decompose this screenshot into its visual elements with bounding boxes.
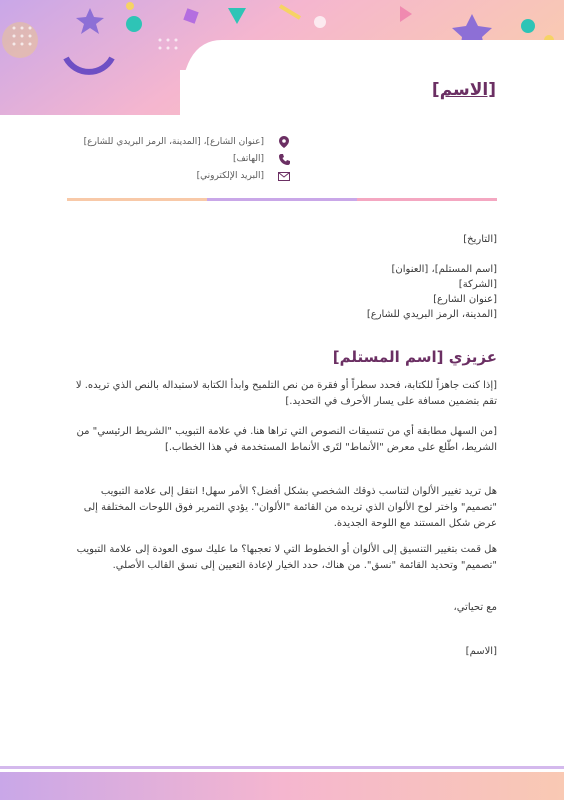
greeting: عزيزي [اسم المستلم] bbox=[332, 348, 497, 366]
phone-icon bbox=[278, 153, 290, 165]
letter-date: [التاريخ] bbox=[463, 234, 497, 245]
header-divider bbox=[67, 186, 497, 189]
body-paragraph: [إذا كنت جاهزاً للكتابة، فحدد سطراً أو فقرة من نص التلميح وابدأ الكتابة لاستبداله بالنص الذي تريده. لا تقم بتضمين مسافة على يسار الأحرف في التحديد.] bbox=[75, 380, 497, 407]
contact-email-row bbox=[197, 170, 290, 182]
signature: [الاسم] bbox=[465, 646, 497, 657]
sender-name: [الاسم] bbox=[431, 80, 496, 100]
recipient-line: [المدينة، الرمز البريدي للشارع] bbox=[366, 309, 497, 320]
recipient-line: [الشركة] bbox=[458, 279, 497, 290]
contact-email: [البريد الإلكتروني] bbox=[196, 171, 264, 181]
body-paragraph: هل تريد تغيير الألوان لتناسب ذوقك الشخصي بشكل أفضل؟ الأمر سهل! انتقل إلى علامة التبويب "تصميم" واختر لوح الألوان الذي تريده من القائمة "الألوان". يؤدي التمرير فوق اللوحات المختلفة إلى عرض شكل المستند مع اللوحة الجديدة. bbox=[83, 486, 497, 529]
location-pin-icon bbox=[278, 136, 290, 148]
recipient-line: [عنوان الشارع] bbox=[433, 294, 497, 305]
envelope-icon bbox=[278, 170, 290, 182]
body-paragraph: [من السهل مطابقة أي من تنسيقات النصوص التي تراها هنا. في علامة التبويب "الشريط الرئيسي" من الشريط، اطّلع على معرض "الأنماط" لتَرى الأنماط المستخدمة في هذا الخطاب.] bbox=[76, 426, 497, 453]
recipient-block bbox=[67, 262, 497, 322]
closing: مع تحياتي، bbox=[453, 602, 497, 613]
footer-decoration bbox=[0, 766, 564, 800]
contact-address: [عنوان الشارع]، [المدينة، الرمز البريدي للشارع] bbox=[83, 137, 264, 147]
contact-address-row bbox=[84, 136, 290, 148]
body-paragraph: هل قمت بتغيير التنسيق إلى الألوان أو الخطوط التي لا تعجبها؟ ما عليك سوى العودة إلى علامة التبويب "تصميم" وتحديد القائمة "نسق". من هناك، حدد الخيار لإعادة التعيين إلى نسق القالب الأصلي. bbox=[76, 544, 497, 571]
contact-phone: [الهاتف] bbox=[233, 154, 264, 164]
contact-phone-row bbox=[233, 153, 290, 165]
recipient-line: [اسم المستلم]، [العنوان] bbox=[391, 264, 497, 275]
